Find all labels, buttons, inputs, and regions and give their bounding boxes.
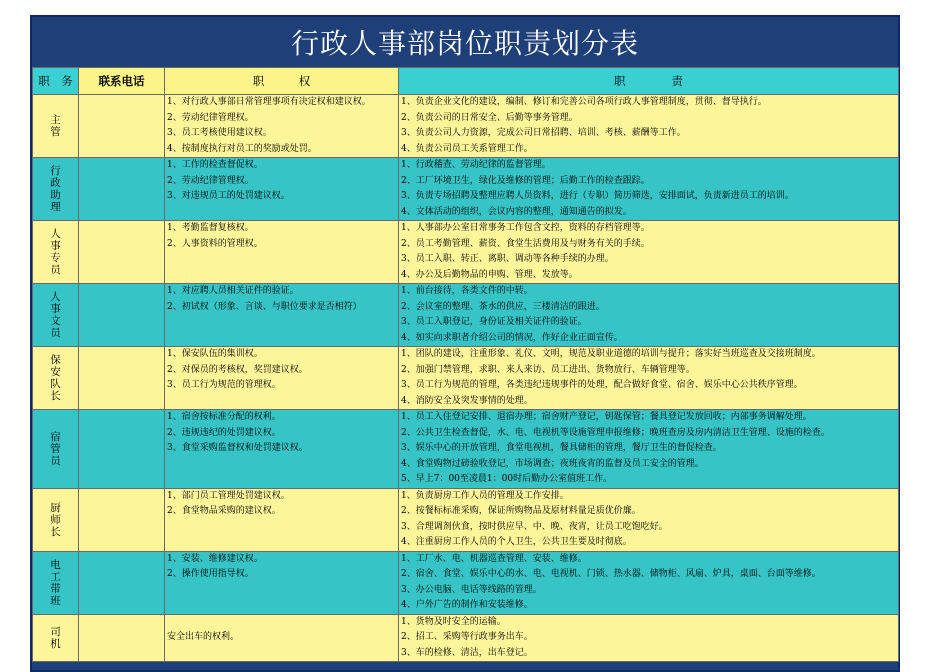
authority-item — [167, 252, 396, 268]
role-char: 厨 — [50, 501, 61, 514]
role-cell — [33, 614, 79, 662]
duty-item: 3、办公电脑、电话等线路的管理。 — [401, 584, 542, 595]
role-char: 宿 — [50, 430, 61, 443]
authority-item — [167, 457, 396, 473]
duty-item: 3、员工入职、转正、离职、调动等各种手续的办理。 — [401, 254, 614, 264]
sheet — [30, 15, 900, 672]
authority-item: 1、考勤监督复核权。 — [167, 223, 254, 233]
authority-cell — [165, 158, 399, 221]
authority-item — [167, 520, 396, 536]
duty-item: 2、宿舍、食堂、娱乐中心的水、电、电视机、门锁、热水器、储物柜、风扇、炉具，桌面、台面等维修。 — [401, 569, 821, 579]
role-char: 文 — [50, 315, 61, 327]
role-cell — [33, 95, 79, 158]
authority-item: 安全出车的权利。 — [167, 632, 240, 642]
role-char: 人 — [50, 228, 61, 240]
table-row — [33, 551, 899, 614]
duty-item: 3、车的检修、清洁，出车登记。 — [401, 647, 533, 658]
role-char: 员 — [50, 327, 61, 339]
duty-item: 1、负责厨房工作人员的管理及工作安排。 — [401, 490, 569, 501]
authority-item: 2、操作使用指导权。 — [167, 569, 254, 579]
duty-item: 2、会议室的整理、茶水的供应，三楼清洁的跟进。 — [401, 301, 605, 312]
role-char: 员 — [50, 454, 61, 467]
role-char: 安 — [50, 366, 61, 378]
role-char: 班 — [50, 594, 61, 607]
duty-item: 2、负责公司的日常安全、后勤等事务管理。 — [401, 112, 578, 123]
phone-cell — [79, 158, 165, 221]
authority-cell — [165, 488, 399, 551]
authority-item: 2、食堂物品采购的建议权。 — [167, 506, 281, 516]
role-char: 专 — [50, 252, 61, 264]
duty-item: 4、消防安全及突发事情的处理。 — [401, 395, 533, 406]
duty-cell — [399, 221, 899, 284]
duty-item: 4、如实向求职者介绍公司的情况，作好企业正面宣传。 — [401, 332, 623, 343]
authority-item — [167, 583, 396, 599]
duty-item: 3、合理调剂伙食，按时供应早、中、晚、夜宵，让员工吃饱吃好。 — [401, 521, 668, 532]
authority-item: 2、初试权（形象、言谈、与职位要求是否相符） — [167, 301, 362, 312]
duty-item: 1、前台接待，各类文件的中转。 — [401, 286, 533, 296]
role-cell — [33, 347, 79, 410]
role-char: 工 — [50, 570, 61, 583]
role-char: 带 — [50, 582, 61, 595]
duty-cell — [399, 284, 899, 347]
role-char: 理 — [50, 201, 61, 213]
authority-cell — [165, 614, 399, 662]
duty-item: 2、员工考勤管理、薪资、食堂生活费用及与财务有关的手续。 — [401, 238, 650, 249]
role-cell — [33, 551, 79, 614]
role-char: 师 — [50, 513, 61, 526]
header-role: 职 务 — [33, 68, 79, 95]
duty-item: 2、加强门禁管理，求职、来人来访、员工进出、货物放行、车辆管理等。 — [401, 364, 695, 375]
role-char: 队 — [50, 378, 61, 390]
table-row — [33, 221, 899, 284]
header-row — [33, 68, 899, 95]
duty-item: 2、按餐标标准采购，保证所购物品及原材料量足质优价廉。 — [401, 506, 641, 516]
role-char: 员 — [50, 264, 61, 276]
phone-cell — [79, 284, 165, 347]
authority-item — [167, 394, 396, 410]
role-cell — [33, 221, 79, 284]
authority-item — [167, 598, 396, 614]
duty-item: 4、办公及后勤物品的申购、管理、发放等。 — [401, 269, 578, 280]
phone-cell — [79, 488, 165, 551]
role-char: 长 — [50, 390, 61, 402]
table-row — [33, 158, 899, 221]
authority-item — [167, 331, 396, 347]
authority-item: 2、对保员的考核权，奖罚建议权。 — [167, 364, 308, 375]
authority-item: 2、人事资料的管理权。 — [167, 238, 263, 249]
duty-item: 4、负责公司员工关系管理工作。 — [401, 143, 533, 154]
authority-item — [167, 205, 396, 221]
role-char: 事 — [50, 240, 61, 252]
table-row — [33, 347, 899, 410]
duty-item: 2、工厂环境卫生，绿化及维修的管理；后勤工作的检查跟踪。 — [401, 175, 650, 186]
authority-cell — [165, 551, 399, 614]
authority-item: 3、员工考核使用建议权。 — [167, 128, 272, 138]
duty-item: 4、户外广告的制作和安装维修。 — [401, 600, 533, 610]
duty-item: 1、员工入住登记安排、退宿办理；宿舍财产登记，钥匙保管；餐具登记发放回收；内部事务调解处理。 — [401, 412, 812, 422]
role-char: 政 — [50, 177, 61, 189]
authority-item — [167, 472, 396, 488]
phone-cell — [79, 221, 165, 284]
duty-item: 1、团队的建设，注重形象、礼仪、文明，规范及职业道德的培训与提升；落实好当班巡查及交接班制度。 — [401, 349, 821, 359]
authority-cell — [165, 347, 399, 410]
role-char: 事 — [50, 303, 61, 315]
authority-item: 1、对应聘人员相关证件的验证。 — [167, 286, 299, 296]
duty-cell — [399, 614, 899, 662]
authority-item — [167, 535, 396, 551]
authority-cell — [165, 284, 399, 347]
duty-item: 1、货物及时安全的运输。 — [401, 616, 506, 627]
authority-item — [167, 315, 396, 331]
authority-item: 3、员工行为规范的管理权。 — [167, 380, 281, 390]
duty-cell — [399, 158, 899, 221]
authority-item: 1、保安队伍的集训权。 — [167, 349, 263, 359]
duty-table — [32, 67, 899, 662]
duty-item: 4、文体活动的组织，会议内容的整理，通知通告的拟发。 — [401, 206, 632, 217]
authority-item: 1、工作的检查督促权。 — [167, 160, 263, 170]
duty-item: 3、员工行为规范的管理，各类违纪违规事件的处理，配合做好食堂、宿舍、娱乐中心公共秩序管理。 — [401, 380, 803, 390]
phone-cell — [79, 551, 165, 614]
role-char: 机 — [50, 637, 61, 650]
phone-cell — [79, 347, 165, 410]
role-char: 主 — [50, 114, 61, 126]
authority-item — [167, 268, 396, 284]
authority-item: 1、对行政人事部日常管理事项有决定权和建议权。 — [167, 97, 371, 107]
role-char: 助 — [50, 189, 61, 201]
duty-item: 3、员工入职登记，身份证及相关证件的验证。 — [401, 317, 587, 327]
role-char: 管 — [50, 442, 61, 455]
duty-cell — [399, 410, 899, 489]
duty-item: 1、工厂水、电、机器巡查管理、安装、维修。 — [401, 553, 587, 564]
duty-item: 2、公共卫生检查督促，水、电、电视机等设施管理申报维修；晚班查房及房内清洁卫生管理、设施的检查。 — [401, 427, 830, 438]
table-row — [33, 614, 899, 662]
table-row — [33, 488, 899, 551]
duty-item: 4、食堂购物过磅验收登记，市场调查；夜班夜宵的监督及员工安全的管理。 — [401, 458, 704, 469]
duty-item: 3、负责公司人力资源，完成公司日常招聘、培训、考核、薪酬等工作。 — [401, 128, 686, 138]
duty-item: 1、负责企业文化的建设，编制、修订和完善公司各项行政人事管理制度，贯彻、督导执行。 — [401, 97, 767, 107]
duty-item: 4、注重厨房工作人员的个人卫生，公共卫生要及时彻底。 — [401, 537, 632, 547]
header-duty: 职 责 — [399, 68, 899, 95]
role-char: 司 — [50, 625, 61, 638]
authority-item: 3、食堂采购监督权和处罚建议权。 — [167, 443, 308, 453]
role-char: 电 — [50, 558, 61, 571]
role-char: 管 — [50, 126, 61, 138]
authority-item: 1、宿舍按标准分配的权利。 — [167, 412, 281, 422]
duty-cell — [399, 95, 899, 158]
authority-item: 3、对违规员工的处罚建议权。 — [167, 191, 290, 201]
authority-cell — [165, 221, 399, 284]
duty-cell — [399, 551, 899, 614]
phone-cell — [79, 95, 165, 158]
authority-item: 2、劳动纪律管理权。 — [167, 175, 254, 186]
table-row — [33, 410, 899, 489]
table-row — [33, 95, 899, 158]
role-cell — [33, 158, 79, 221]
authority-item: 2、劳动纪律管理权。 — [167, 112, 254, 123]
authority-item: 1、部门员工管理处罚建议权。 — [167, 490, 290, 501]
phone-cell — [79, 410, 165, 489]
role-cell — [33, 410, 79, 489]
role-cell — [33, 488, 79, 551]
authority-cell — [165, 410, 399, 489]
duty-item: 3、负责专场招聘及整理应聘人员资料，进行（专职）简历筛选，安排面试，负责新进员工的培训。 — [401, 191, 794, 201]
authority-item: 1、安装、维修建议权。 — [167, 553, 263, 564]
duty-cell — [399, 488, 899, 551]
role-char: 人 — [50, 291, 61, 303]
role-char: 保 — [50, 354, 61, 366]
phone-cell — [79, 614, 165, 662]
role-char: 行 — [50, 165, 61, 177]
duty-item: 1、行政稽查、劳动纪律的监督管理。 — [401, 160, 551, 170]
authority-item: 4、按制度执行对员工的奖励或处罚。 — [167, 143, 317, 154]
duty-item: 3、娱乐中心的开放管理，食堂电视机，餐具储柜的管理，餐厅卫生的督促检查。 — [401, 443, 722, 453]
duty-cell — [399, 347, 899, 410]
duty-item: 5、早上7：00至凌晨1：00时后勤办公室值班工作。 — [401, 474, 613, 484]
authority-cell — [165, 95, 399, 158]
header-authority: 职 权 — [165, 68, 399, 95]
role-cell — [33, 284, 79, 347]
table-row — [33, 284, 899, 347]
role-char: 长 — [50, 525, 61, 538]
page-title: 行政人事部岗位职责划分表 — [32, 17, 898, 67]
header-phone: 联系电话 — [79, 68, 165, 95]
authority-item: 2、违规违纪的处罚建议权。 — [167, 427, 281, 438]
duty-item: 2、招工、采购等行政事务出车。 — [401, 632, 533, 642]
duty-item: 1、人事部办公室日常事务工作包含文控，资料的存档管理等。 — [401, 223, 650, 233]
